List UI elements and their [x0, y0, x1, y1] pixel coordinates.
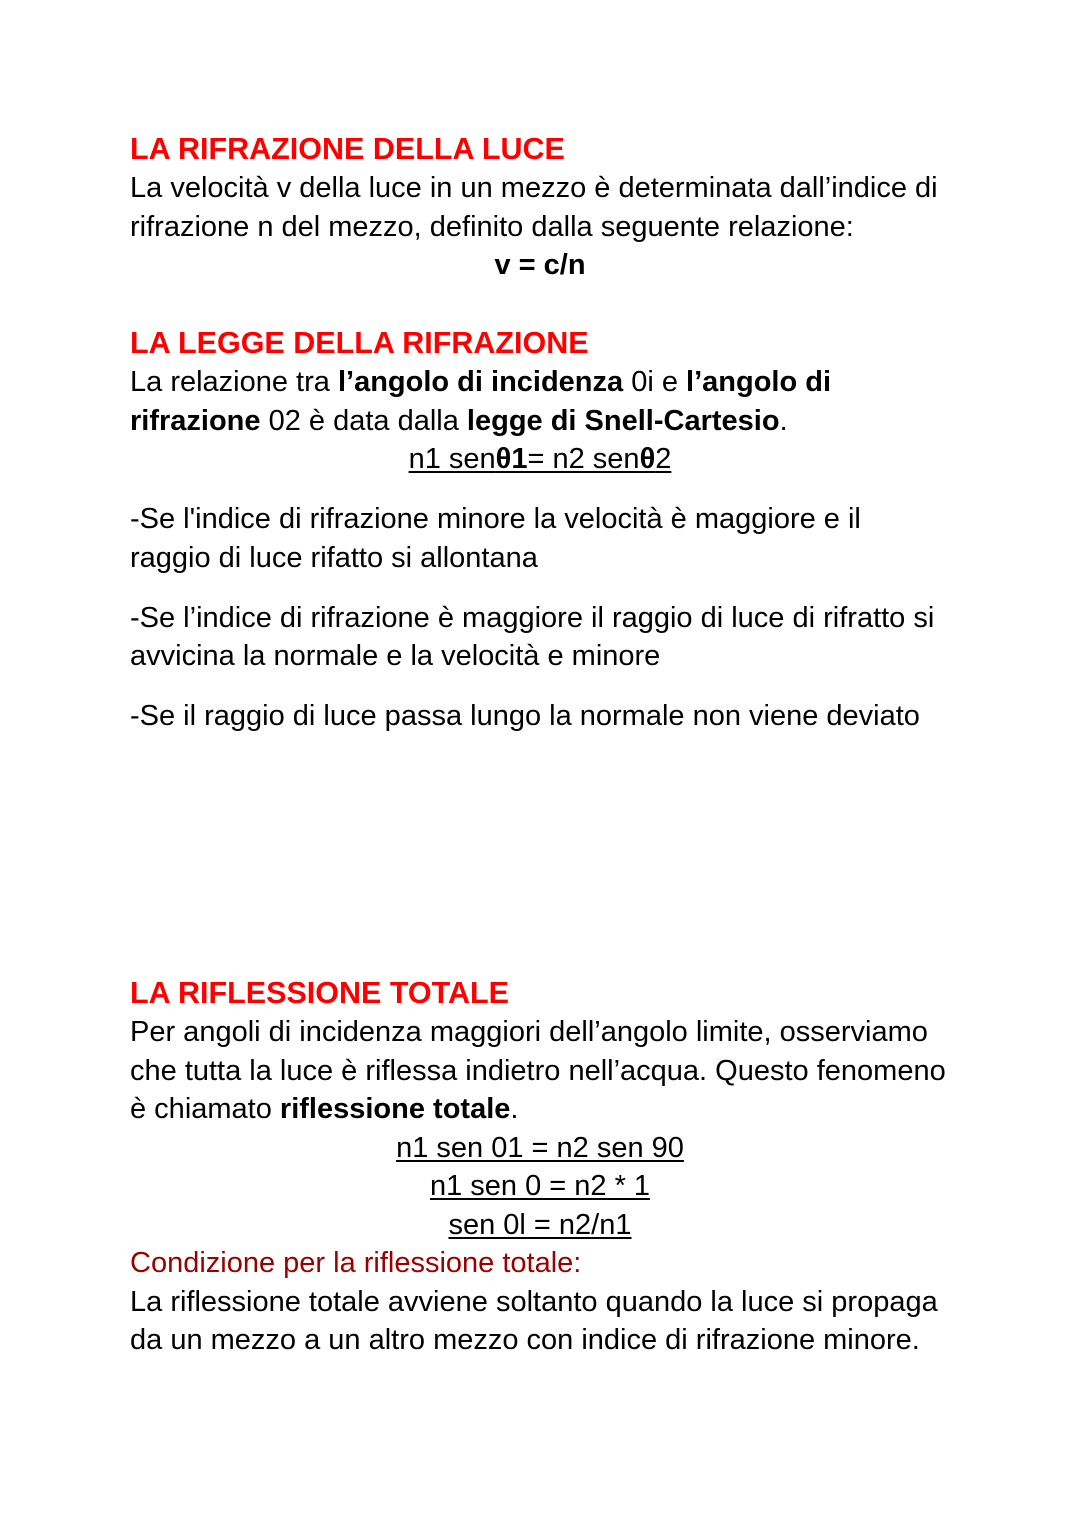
condition-text-line: La riflessione totale avviene soltanto quando la luce si propaga	[130, 1285, 938, 1318]
heading-total-reflection: LA RIFLESSIONE TOTALE	[130, 976, 510, 1010]
total-reflection-formula-line	[130, 1206, 950, 1245]
note-line: -Se il raggio di luce passa lungo la normale non viene deviato	[130, 700, 920, 732]
total-reflection-bold-term: riflessione totale	[279, 1093, 511, 1125]
formula-part: = n2 sen	[527, 443, 640, 475]
total-reflection-text-line	[130, 1090, 950, 1129]
condition-label: Condizione per la riflessione totale:	[130, 1247, 582, 1279]
snell-text-line	[130, 402, 950, 441]
snell-bold-term: legge di Snell-Cartesio	[466, 404, 780, 437]
total-reflection-text: .	[510, 1093, 519, 1125]
condition-text-line: da un mezzo a un altro mezzo con indice di rifrazione minore.	[130, 1324, 920, 1356]
formula-part: n1 sen	[408, 443, 496, 475]
snell-bold-term: l’angolo di	[686, 366, 832, 398]
total-reflection-formula: sen 0l = n2/n1	[448, 1208, 632, 1241]
snell-text: 02 è data dalla	[260, 404, 467, 437]
snell-bold-term: l’angolo di incidenza	[337, 366, 624, 398]
note-line: raggio di luce rifatto si allontana	[130, 541, 538, 574]
note-line: avvicina la normale e la velocità e minore	[130, 640, 661, 672]
refraction-text-line: La velocità v della luce in un mezzo è determinata dall’indice di	[130, 172, 938, 204]
total-reflection-formula-line	[130, 1167, 950, 1206]
snell-bold-term: rifrazione	[130, 404, 261, 437]
snell-text: 0i e	[623, 366, 687, 398]
formula-part: 2	[655, 443, 672, 475]
refraction-formula-line	[130, 246, 950, 285]
total-reflection-formula: n1 sen 0 = n2 * 1	[429, 1170, 651, 1202]
note-line: -Se l'indice di rifrazione minore la velocità è maggiore e il	[130, 503, 861, 535]
formula-part: θ1	[495, 443, 528, 475]
note-line: -Se l’indice di rifrazione è maggiore il raggio di luce di rifratto si	[130, 601, 935, 634]
snell-text: La relazione tra	[130, 366, 338, 398]
total-reflection-text: è chiamato	[130, 1093, 280, 1125]
snell-text-line	[130, 363, 950, 402]
heading-snell-law: LA LEGGE DELLA RIFRAZIONE	[130, 326, 589, 360]
snell-formula-line	[130, 440, 950, 479]
total-reflection-formula-line	[130, 1129, 950, 1168]
heading-refraction: LA RIFRAZIONE DELLA LUCE	[130, 132, 565, 166]
total-reflection-text-line: che tutta la luce è riflessa indietro nell’acqua. Questo fenomeno	[130, 1054, 946, 1087]
snell-text: .	[779, 404, 788, 437]
refraction-text-line: rifrazione n del mezzo, definito dalla seguente relazione:	[130, 210, 854, 243]
formula-part: θ	[639, 443, 656, 475]
refraction-formula: v = c/n	[494, 249, 586, 281]
total-reflection-formula: n1 sen 01 = n2 sen 90	[396, 1131, 684, 1164]
snell-formula	[409, 443, 672, 475]
total-reflection-text-line: Per angoli di incidenza maggiori dell’angolo limite, osserviamo	[130, 1016, 928, 1048]
